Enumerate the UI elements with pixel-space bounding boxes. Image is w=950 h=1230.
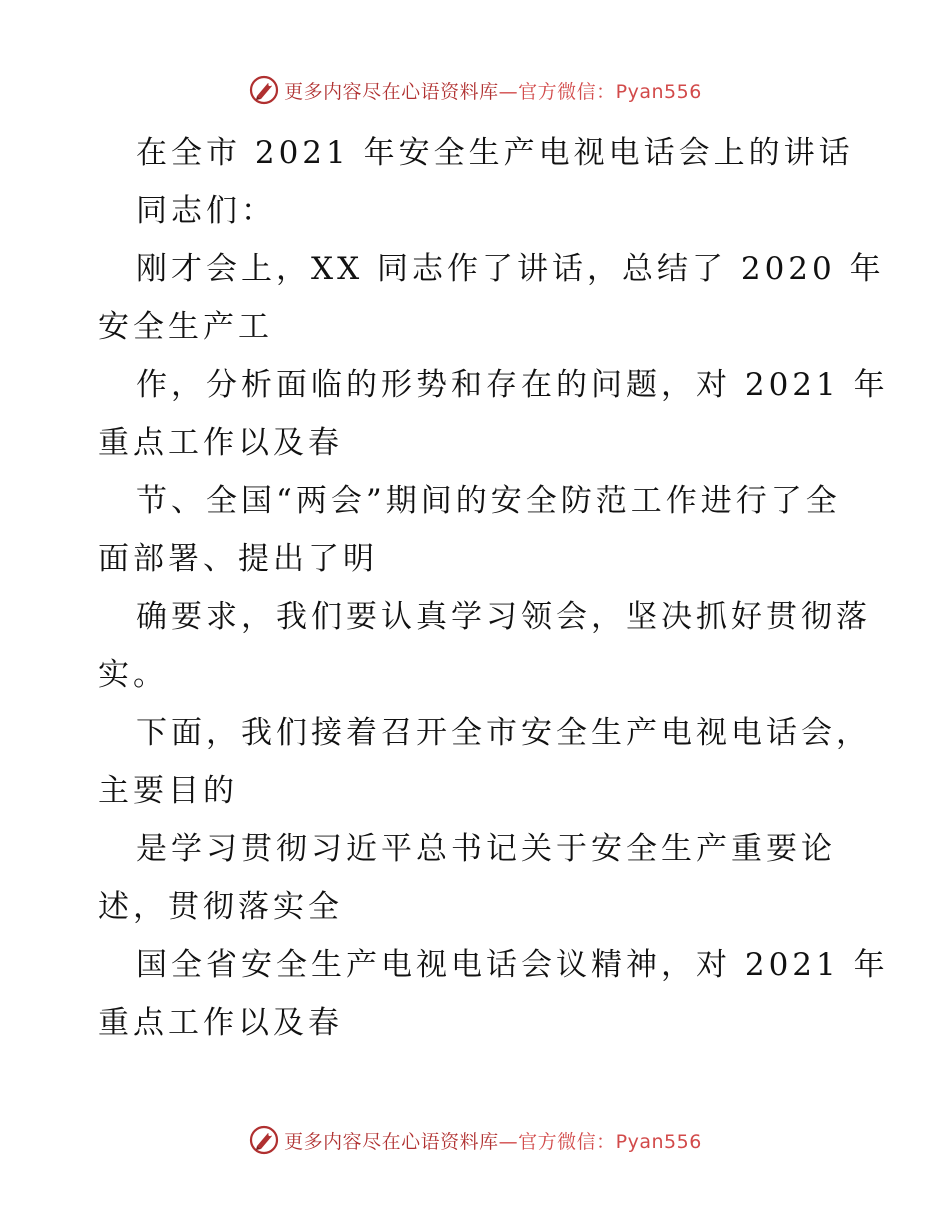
paragraph-line: 面部署、提出了明 [98,541,378,577]
paragraph-line: 作，分析面临的形势和存在的问题，对 2021 年 [136,367,889,403]
paragraph-line: 确要求，我们要认真学习领会，坚决抓好贯彻落 [136,599,871,635]
paragraph-line: 刚才会上，XX 同志作了讲话，总结了 2020 年 [136,251,885,287]
paragraph-line: 安全生产工 [98,309,273,345]
paragraph-line: 重点工作以及春 [98,425,343,461]
header-watermark-banner [0,70,950,110]
pen-logo-icon [248,1124,280,1156]
paragraph-line: 节、全国“两会”期间的安全防范工作进行了全 [136,483,841,519]
footer-watermark-text: 更多内容尽在心语资料库—官方微信：Pyan556 [284,1130,702,1153]
pen-logo-icon [248,74,280,106]
header-watermark-text: 更多内容尽在心语资料库—官方微信：Pyan556 [284,80,702,103]
paragraph-line: 重点工作以及春 [98,1005,343,1041]
footer-watermark-banner [0,1120,950,1160]
document-body [98,124,889,1052]
paragraph-line: 述，贯彻落实全 [98,889,343,925]
paragraph-line: 是学习贯彻习近平总书记关于安全生产重要论 [136,831,836,867]
paragraph-line: 实。 [98,657,168,693]
paragraph-line: 下面，我们接着召开全市安全生产电视电话会， [136,715,871,751]
paragraph-line: 主要目的 [98,773,238,809]
paragraph-line: 国全省安全生产电视电话会议精神，对 2021 年 [136,947,889,983]
salutation: 同志们： [136,193,276,229]
document-title: 在全市 2021 年安全生产电视电话会上的讲话 [136,135,854,171]
